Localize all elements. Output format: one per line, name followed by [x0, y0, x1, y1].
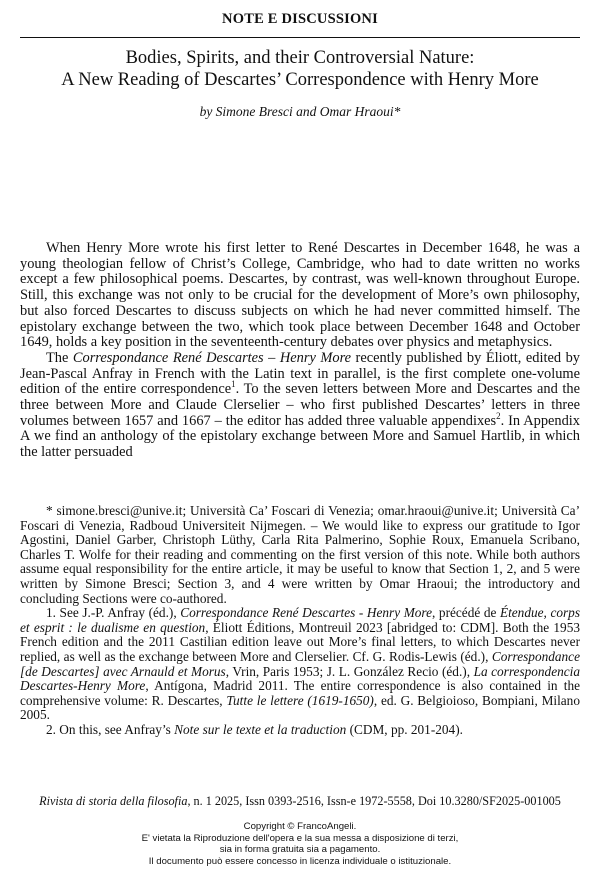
body-paragraph-1: When Henry More wrote his first letter to René Descartes in December 1648, he was a young theologian fellow of Christ’s College, Cambridge, who had to date written no works except a few philosophical poems. Descartes, by contrast, was well-known throughout Europe. Still, this exchange was not only to be crucial for the development of More’s own philosophy, but also forced Descartes to discuss subjects on which he had never committed himself. The epistolary exchange between the two, which took place between December 1648 and October 1649, holds a key position in the seventeenth-century debates over physics and metaphysics.: [20, 240, 580, 351]
footnote-ref-1[interactable]: 1: [231, 379, 236, 390]
article-title-line-2: A New Reading of Descartes’ Correspondence with Henry More: [61, 70, 539, 90]
journal-name: Rivista di storia della filosofia: [39, 794, 188, 808]
header-rule: [20, 37, 580, 38]
article-title-line-1: Bodies, Spirits, and their Controversial Nature:: [125, 48, 475, 68]
footnotes: [20, 504, 580, 738]
section-header: NOTE E DISCUSSIONI: [222, 11, 378, 27]
journal-details: , n. 1 2025, Issn 0393-2516, Issn-e 1972-5558, Doi 10.3280/SF2025-001005: [187, 794, 561, 808]
journal-citation: [20, 794, 580, 809]
footnote-1: 1. See J.-P. Anfray (éd.), Correspondance René Descartes - Henry More, précédé de Étendue, corps et esprit : le dualisme en question, Éliott Éditions, Montreuil 2023 [abridged to: CDM]. Both the 1953 French edition and the 2011 Castilian edition leave out More’s final letters, to which Descartes never replied, as well as the exchange between More and Clerselier. Cf. G. Rodis-Lewis (éd.), Correspondance [de Descartes] avec Arnauld et Morus, Vrin, Paris 1953; J. L. González Recio (éd.), La correspondencia Descartes-Henry More, Antígona, Madrid 2011. The entire correspondence is also contained in the comprehensive volume: R. Descartes, Tutte le lettere (1619-1650), ed. G. Belgioioso, Bompiani, Milano 2005.: [20, 605, 581, 723]
footnote-ref-2[interactable]: 2: [496, 410, 501, 421]
body-paragraph-2: The Correspondance René Descartes – Henry More recently published by Éliott, edited by Jean-Pascal Anfray in French with the Latin text in parallel, is the first complete one-volume edition of the entire correspondence$^1$. To the seven letters between More and Descartes and the three between More and Claude Clerselier – who first published Descartes’ letters in three volumes between 1657 and 1667 – the editor has added three valuable appendixes$^2$. In Appendix A we find an anthology of the epistolary exchange between More and Samuel Hartlib, in which the latter persuaded: [20, 349, 581, 461]
copyright-notice: Copyright © FrancoAngeli. E' vietata la Riproduzione dell'opera e la sua messa a disposizione di terzi, sia in forma gratuita sia a pagamento. Il documento può essere concesso in licenza individuale o istituzionale.: [141, 821, 459, 867]
body-text: [20, 241, 580, 461]
footnote-star: * simone.bresci@unive.it; Università Ca’ Foscari di Venezia; omar.hraoui@unive.it; Università Ca’ Foscari di Venezia, Radboud Universiteit Nijmegen. – We would like to express our gratitude to Igor Agostini, Daniel Garber, Christoph Lüthy, Carla Rita Palmerino, Sophie Roux, Emanuela Scribano, Charles T. Wolfe for their reading and commenting on the first version of this note. While both authors assume equal responsibility for the entire article, it may be useful to know that Section 1, 2, and 5 were written by Simone Bresci; Section 3, and 4 were written by Omar Hraoui; the introductory and concluding Sections were co-authored.: [20, 503, 580, 606]
footnote-2: 2. On this, see Anfray’s Note sur le texte et la traduction (CDM, pp. 201-204).: [46, 721, 463, 737]
cited-title: Correspondance René Descartes – Henry More: [72, 349, 352, 366]
author-byline: by Simone Bresci and Omar Hraoui*: [199, 104, 401, 119]
